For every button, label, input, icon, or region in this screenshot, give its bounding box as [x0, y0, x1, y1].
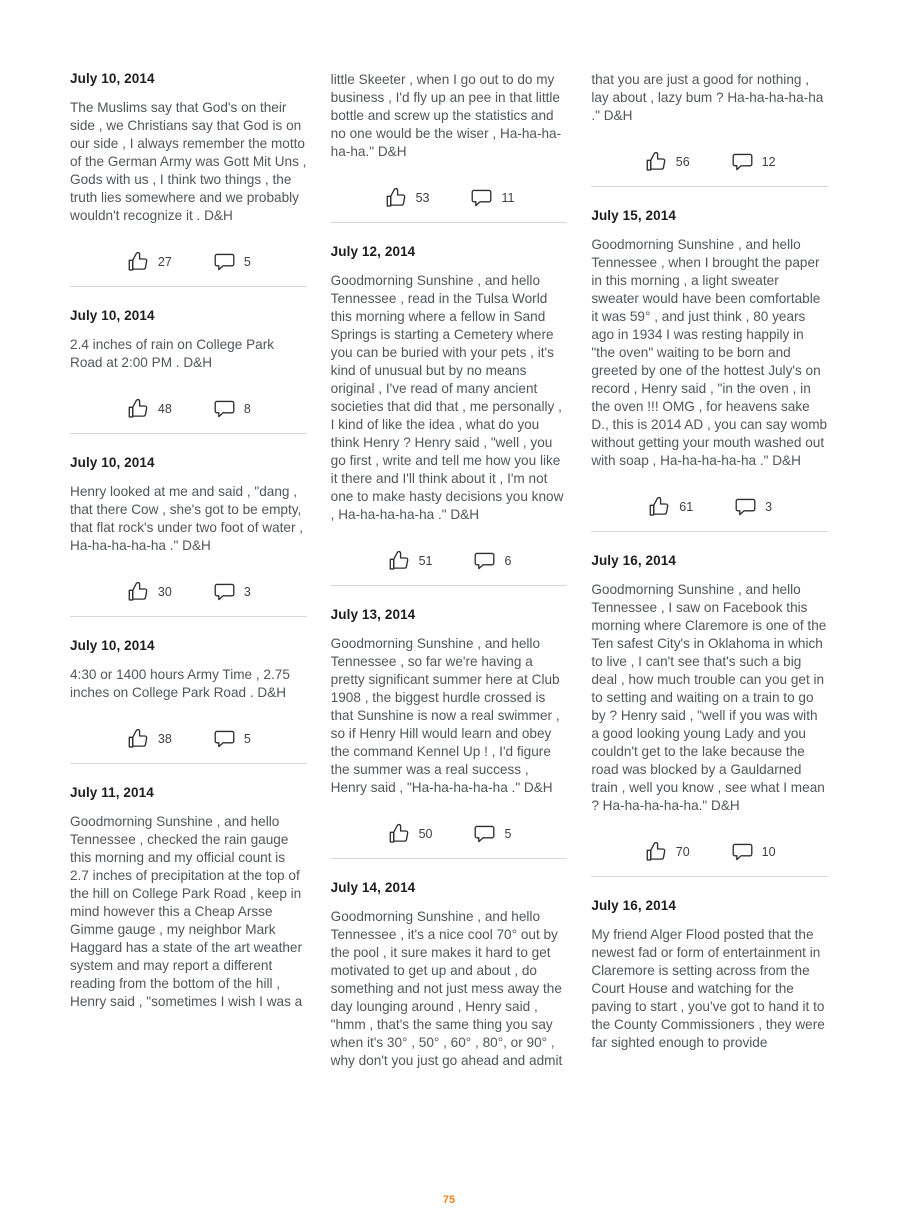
post: [331, 607, 568, 859]
post-date: July 10, 2014: [70, 71, 155, 86]
thumbs-up-icon: [644, 841, 667, 862]
like-stat: [126, 581, 172, 602]
thumbs-up-icon: [644, 151, 667, 172]
like-stat: [387, 823, 433, 844]
comment-count: 5: [504, 826, 512, 841]
column-3: [591, 71, 828, 1173]
comment-stat: [732, 843, 776, 861]
post-body: My friend Alger Flood posted that the newest fad or form of entertainment in Claremore is setting across from the Court House and watching for the paving to start , you've got to hand it to the County Commissioners , they were far sighted enough to provide: [591, 927, 825, 1050]
comment-bubble-icon: [735, 498, 756, 516]
columns-container: [70, 71, 828, 1173]
post-stats: [591, 496, 828, 517]
post-body: Goodmorning Sunshine , and hello Tennessee , when I brought the paper in this morning , a light sweater sweater would have been comfortable it was 59° , and just think , 80 years ago in 1934 I was resting happily in "the oven" waiting to be born and greeted by one of the hottest July's on record , Henry said , "in the oven , in the oven !!! OMG , for heavens sake D., this is 2014 AD , you can say womb without getting your mouth washed out with soap , Ha-ha-ha-ha-ha ." D&H: [591, 237, 828, 468]
post-separator: [331, 585, 568, 586]
post-stats: [331, 550, 568, 571]
comment-bubble-icon: [214, 253, 235, 271]
like-count: 30: [157, 584, 172, 599]
comment-count: 3: [765, 499, 773, 514]
comment-bubble-icon: [732, 153, 753, 171]
comment-count: 5: [243, 731, 251, 746]
post-separator: [591, 531, 828, 532]
comment-stat: [214, 253, 251, 271]
thumbs-up-icon: [126, 251, 149, 272]
post-stats: [70, 398, 307, 419]
thumbs-up-icon: [387, 550, 410, 571]
like-count: 27: [157, 254, 172, 269]
comment-stat: [474, 552, 511, 570]
like-stat: [126, 398, 172, 419]
post-date: July 16, 2014: [591, 553, 676, 568]
post-body: Goodmorning Sunshine , and hello Tennessee , I saw on Facebook this morning where Claremore is one of the Ten safest City's in Oklahoma in which to live , I can't see that's such a big deal , how much trouble can you get in to setting and waiting on a train to go by ? Henry said , "well if you was with a good looking young Lady and you couldn't get to the lake because the road was blocked by a Gauldarned train , well you know , see what I mean ? Ha-ha-ha-ha-ha." D&H: [591, 582, 827, 813]
like-count: 70: [675, 844, 690, 859]
comment-count: 6: [504, 553, 512, 568]
post: [70, 71, 307, 287]
comment-bubble-icon: [474, 825, 495, 843]
post-stats: [331, 187, 568, 208]
post: [70, 638, 307, 764]
post-body: that you are just a good for nothing , lay about , lazy bum ? Ha-ha-ha-ha-ha ." D&H: [591, 72, 824, 123]
thumbs-up-icon: [387, 823, 410, 844]
post-separator: [70, 433, 307, 434]
post: [591, 71, 828, 187]
thumbs-up-icon: [126, 398, 149, 419]
comment-count: 12: [761, 154, 776, 169]
comment-stat: [214, 583, 251, 601]
comment-bubble-icon: [214, 400, 235, 418]
post: [331, 244, 568, 586]
post-separator: [70, 763, 307, 764]
post-body: Goodmorning Sunshine , and hello Tennessee , read in the Tulsa World this morning where a fellow in Sand Springs is starting a Cemetery where you can be buried with your pets , it's kind of unusual but by no means original , I've read of many ancient societies that did that , me personally , I kind of like the idea , what do you think Henry ? Henry said , "well , you go first , write and tell me how you like it there and I'll think about it , I'm not one to make hasty decisions you know , Ha-ha-ha-ha-ha ." D&H: [330, 273, 564, 522]
post-stats: [70, 728, 307, 749]
like-count: 56: [675, 154, 690, 169]
comment-stat: [214, 400, 251, 418]
post-body: little Skeeter , when I go out to do my business , I'd fly up an pee in that little bottle and screw up the statistics and no one would be the wiser , Ha-ha-ha-ha-ha." D&H: [330, 72, 562, 159]
post-stats: [591, 841, 828, 862]
post-separator: [70, 286, 307, 287]
post-date: July 10, 2014: [70, 638, 155, 653]
comment-bubble-icon: [214, 730, 235, 748]
like-count: 53: [415, 190, 430, 205]
post: [331, 71, 568, 223]
comment-count: 11: [501, 190, 515, 205]
like-stat: [126, 728, 172, 749]
post-body: 4:30 or 1400 hours Army Time , 2.75 inches on College Park Road . D&H: [70, 667, 290, 700]
post-stats: [70, 251, 307, 272]
like-count: 61: [679, 499, 694, 514]
comment-count: 5: [243, 254, 251, 269]
comment-count: 10: [761, 844, 776, 859]
post-separator: [591, 186, 828, 187]
post-body: Henry looked at me and said , "dang , that there Cow , she's got to be empty, that flat rock's under two foot of water , Ha-ha-ha-ha-ha ." D&H: [70, 484, 304, 553]
comment-count: 3: [243, 584, 251, 599]
post-body: 2.4 inches of rain on College Park Road at 2:00 PM . D&H: [70, 337, 275, 370]
comment-bubble-icon: [732, 843, 753, 861]
post-date: July 12, 2014: [330, 244, 416, 259]
post: [591, 553, 828, 877]
like-stat: [384, 187, 430, 208]
post-stats: [70, 581, 307, 602]
thumbs-up-icon: [126, 581, 149, 602]
comment-stat: [474, 825, 511, 843]
post-separator: [331, 858, 568, 859]
post: [331, 880, 568, 1070]
like-count: 48: [157, 401, 172, 416]
post-body: Goodmorning Sunshine , and hello Tennessee , it's a nice cool 70° out by the pool , it sure makes it hard to get motivated to get up and about , do something and not just mess away the day lounging around , Henry said , "hmm , that's the same thing you say when it's 30° , 50° , 60° , 80°, or 90° , why don't you just go ahead and admit: [330, 909, 563, 1068]
thumbs-up-icon: [647, 496, 670, 517]
comment-stat: [732, 153, 776, 171]
post-body: Goodmorning Sunshine , and hello Tennessee , so far we're having a pretty significant summer here at Club 1908 , the biggest hurdle crossed is that Sunshine is now a real swimmer , so if Henry Hill would learn and obey the command Kennel Up ! , I'd figure the summer was a real success , Henry said , "Ha-ha-ha-ha-ha ." D&H: [330, 636, 560, 795]
comment-stat: [214, 730, 251, 748]
like-stat: [644, 151, 690, 172]
comment-bubble-icon: [471, 189, 492, 207]
post: [591, 208, 828, 532]
column-1: [70, 71, 307, 1173]
column-2: [331, 71, 568, 1173]
post-body: The Muslims say that God's on their side , we Christians say that God is on our side , I always remember the motto of the German Army was Gott Mit Uns , Gods with us , I think two things , the truth lies somewhere and we probably wouldn't recognize it . D&H: [70, 100, 307, 223]
post-date: July 11, 2014: [70, 785, 154, 800]
post-date: July 15, 2014: [591, 208, 676, 223]
like-stat: [387, 550, 433, 571]
post-date: July 14, 2014: [330, 880, 416, 895]
post: [70, 455, 307, 617]
post-stats: [591, 151, 828, 172]
comment-bubble-icon: [214, 583, 235, 601]
post-date: July 10, 2014: [70, 455, 155, 470]
like-stat: [647, 496, 693, 517]
post-date: July 13, 2014: [330, 607, 416, 622]
post: [591, 898, 828, 1052]
comment-bubble-icon: [474, 552, 495, 570]
like-stat: [644, 841, 690, 862]
like-count: 51: [418, 553, 433, 568]
post-separator: [591, 876, 828, 877]
post-stats: [331, 823, 568, 844]
comment-count: 8: [243, 401, 251, 416]
post: [70, 308, 307, 434]
post-date: July 10, 2014: [70, 308, 155, 323]
post-separator: [70, 616, 307, 617]
post: [70, 785, 307, 1011]
like-count: 50: [418, 826, 433, 841]
comment-stat: [471, 189, 514, 207]
thumbs-up-icon: [384, 187, 407, 208]
post-body: Goodmorning Sunshine , and hello Tennessee , checked the rain gauge this morning and my official count is 2.7 inches of precipitation at the top of the hill on College Park Road , keep in mind however this a Cheap Arsse Gimme gauge , my neighbor Mark Haggard has a state of the art weather system and may report a different reading from the bottom of the hill , Henry said , "sometimes I wish I was a: [70, 814, 303, 1009]
post-separator: [331, 222, 568, 223]
comment-stat: [735, 498, 772, 516]
thumbs-up-icon: [126, 728, 149, 749]
like-stat: [126, 251, 172, 272]
page-number: 75: [442, 1194, 456, 1206]
post-date: July 16, 2014: [591, 898, 676, 913]
like-count: 38: [157, 731, 172, 746]
